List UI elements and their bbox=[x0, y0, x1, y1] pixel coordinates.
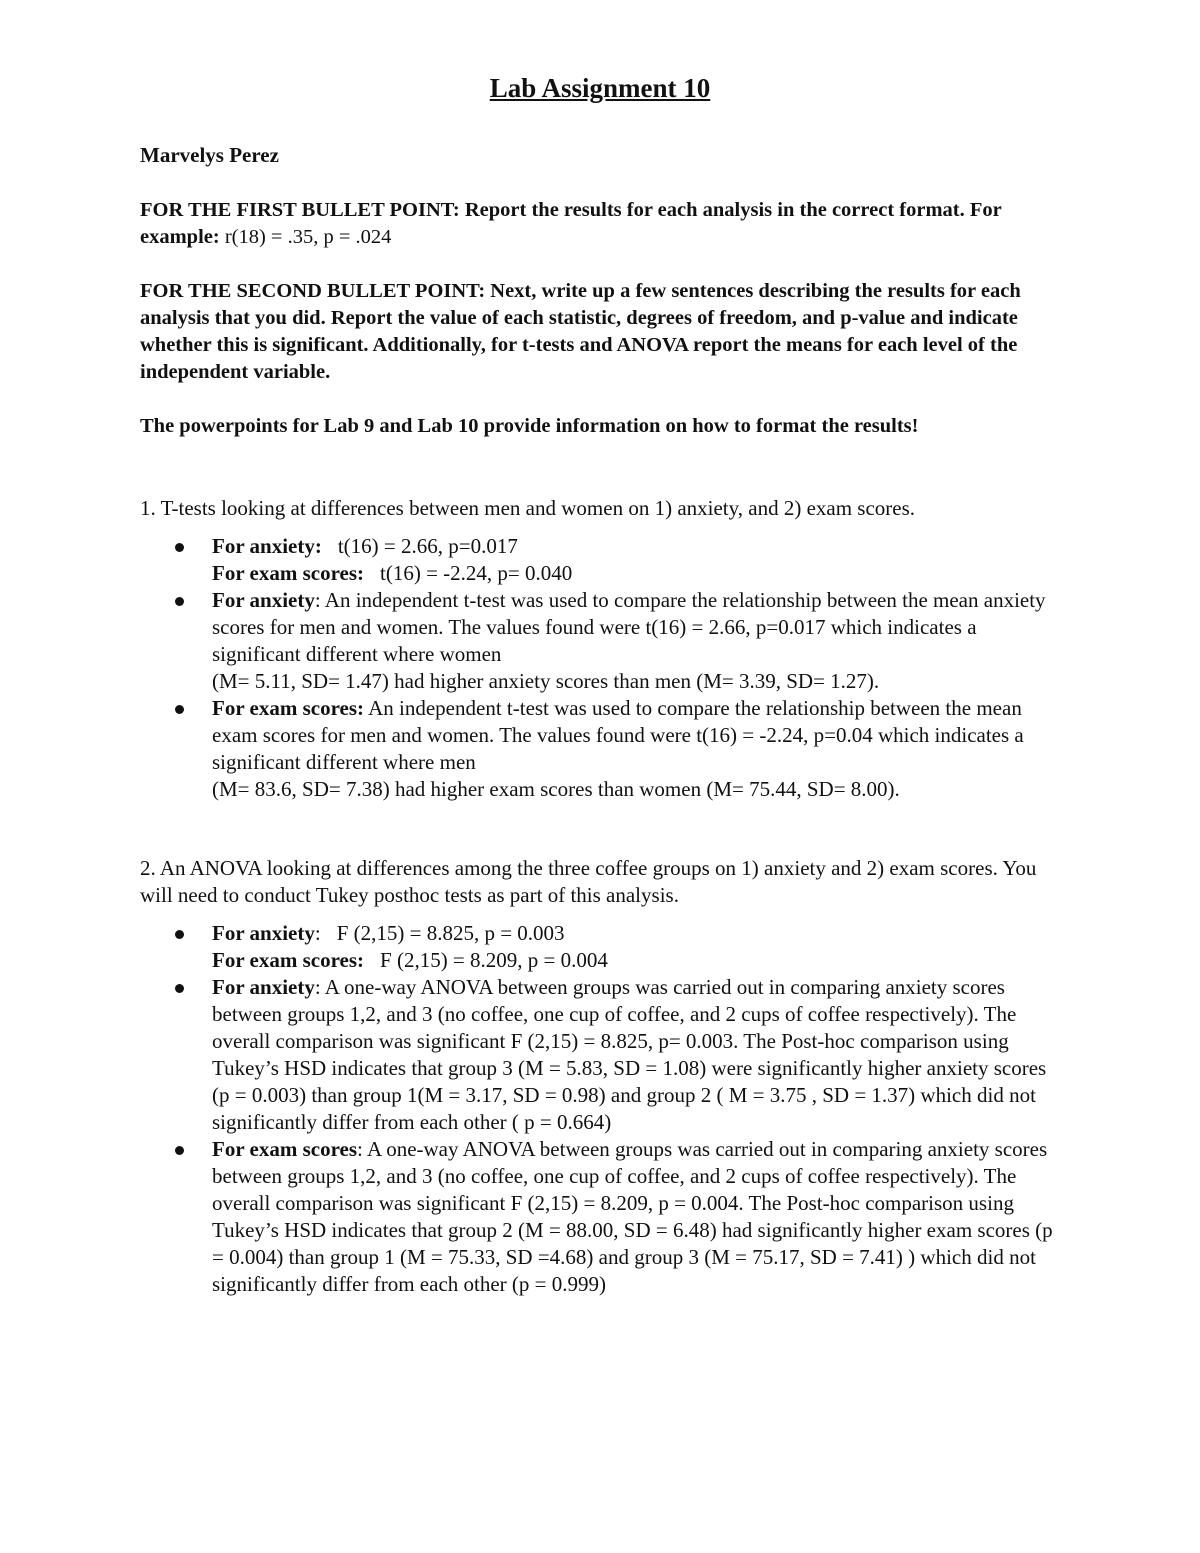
q2-anxiety-result: F (2,15) = 8.825, p = 0.003 bbox=[336, 921, 565, 945]
question-2-heading: 2. An ANOVA looking at differences among the three coffee groups on 1) anxiety and 2) exam scores. You will need to conduct Tukey posthoc tests as part of this analysis. bbox=[140, 856, 1037, 907]
q2-anxiety-writeup-label: For anxiety bbox=[212, 975, 315, 999]
bullet-icon bbox=[175, 597, 184, 606]
q2-results-item bbox=[172, 920, 1062, 974]
instruction-first-lead: FOR THE FIRST BULLET POINT: Report the results for each analysis in the correct format. For example: bbox=[140, 199, 1002, 248]
author-name bbox=[140, 142, 1060, 169]
bullet-icon bbox=[175, 984, 184, 993]
q2-exam-writeup bbox=[172, 1136, 1062, 1298]
instruction-second-bullet: FOR THE SECOND BULLET POINT: Next, write up a few sentences describing the results for each analysis that you did. Report the value of each statistic, degrees of freedom, and p-value and indicate whether this is significant. Additionally, for t-tests and ANOVA report the means for each level of the independent variable. bbox=[140, 280, 1021, 383]
bullet-icon bbox=[175, 930, 184, 939]
bullet-icon bbox=[175, 705, 184, 714]
instruction-first-bullet bbox=[140, 197, 1060, 251]
q1-anxiety-writeup-means: (M= 5.11, SD= 1.47) had higher anxiety scores than men (M= 3.39, SD= 1.27). bbox=[212, 669, 880, 693]
q1-exam-writeup-means: (M= 83.6, SD= 7.38) had higher exam scores than women (M= 75.44, SD= 8.00). bbox=[212, 777, 900, 801]
question-1-answers bbox=[172, 533, 1062, 803]
q1-anxiety-result: t(16) = 2.66, p=0.017 bbox=[337, 534, 518, 558]
q1-exam-result: t(16) = -2.24, p= 0.040 bbox=[380, 561, 573, 585]
q2-exam-result: F (2,15) = 8.209, p = 0.004 bbox=[380, 948, 608, 972]
q1-results-item bbox=[172, 533, 1062, 587]
instruction-first-example: r(18) = .35, p = .024 bbox=[224, 226, 392, 248]
q2-exam-label: For exam scores: bbox=[212, 948, 365, 972]
q2-anxiety-label: For anxiety bbox=[212, 921, 315, 945]
q1-anxiety-writeup-label: For anxiety bbox=[212, 588, 315, 612]
q2-exam-writeup-text: : A one-way ANOVA between groups was carried out in comparing anxiety scores between groups 1,2, and 3 (no coffee, one cup of coffee, and 2 cups of coffee respectively). The overall comparison was significant F (2,15) = 8.209, p = 0.004. The Post-hoc comparison using Tukey’s HSD indicates that group 2 (M = 88.00, SD = 6.48) had significantly higher exam scores (p = 0.004) than group 1 (M = 75.33, SD =4.68) and group 3 (M = 75.17, SD = 7.41) ) which did not significantly differ from each other (p = 0.999) bbox=[212, 1137, 1053, 1296]
question-2-answers bbox=[172, 920, 1062, 1298]
bullet-icon bbox=[175, 1146, 184, 1155]
q2-anxiety-writeup-text: : A one-way ANOVA between groups was carried out in comparing anxiety scores between groups 1,2, and 3 (no coffee, one cup of coffee, and 2 cups of coffee respectively). The overall comparison was significant F (2,15) = 8.825, p= 0.003. The Post-hoc comparison using Tukey’s HSD indicates that group 3 (M = 5.83, SD = 1.08) were significantly higher anxiety scores (p = 0.003) than group 1(M = 3.17, SD = 0.98) and group 2 ( M = 3.75 , SD = 1.37) which did not significantly differ from each other ( p = 0.664) bbox=[212, 975, 1047, 1134]
q2-anxiety-writeup bbox=[172, 974, 1062, 1136]
question-1-heading: 1. T-tests looking at differences between men and women on 1) anxiety, and 2) exam scores. bbox=[140, 496, 916, 520]
q1-anxiety-writeup bbox=[172, 587, 1062, 695]
q2-exam-writeup-label: For exam scores bbox=[212, 1137, 358, 1161]
bullet-icon bbox=[175, 543, 184, 552]
q1-anxiety-writeup-text: : An independent t-test was used to compare the relationship between the mean anxiety scores for men and women. The values found were t(16) = 2.66, p=0.017 which indicates a significant different where women bbox=[212, 588, 1046, 666]
q1-anxiety-label: For anxiety: bbox=[212, 534, 322, 558]
q2-anxiety-colon: : bbox=[314, 921, 321, 945]
author-name-text: Marvelys Perez bbox=[140, 143, 279, 167]
page-title: Lab Assignment 10 bbox=[489, 73, 711, 103]
instruction-powerpoints-note: The powerpoints for Lab 9 and Lab 10 provide information on how to format the results! bbox=[140, 415, 919, 437]
q1-exam-label: For exam scores: bbox=[212, 561, 365, 585]
q1-exam-writeup bbox=[172, 695, 1062, 803]
q1-exam-writeup-label: For exam scores: bbox=[212, 696, 365, 720]
q1-exam-writeup-text: An independent t-test was used to compare the relationship between the mean exam scores for men and women. The values found were t(16) = -2.24, p=0.04 which indicates a significant different where men bbox=[212, 696, 1024, 774]
